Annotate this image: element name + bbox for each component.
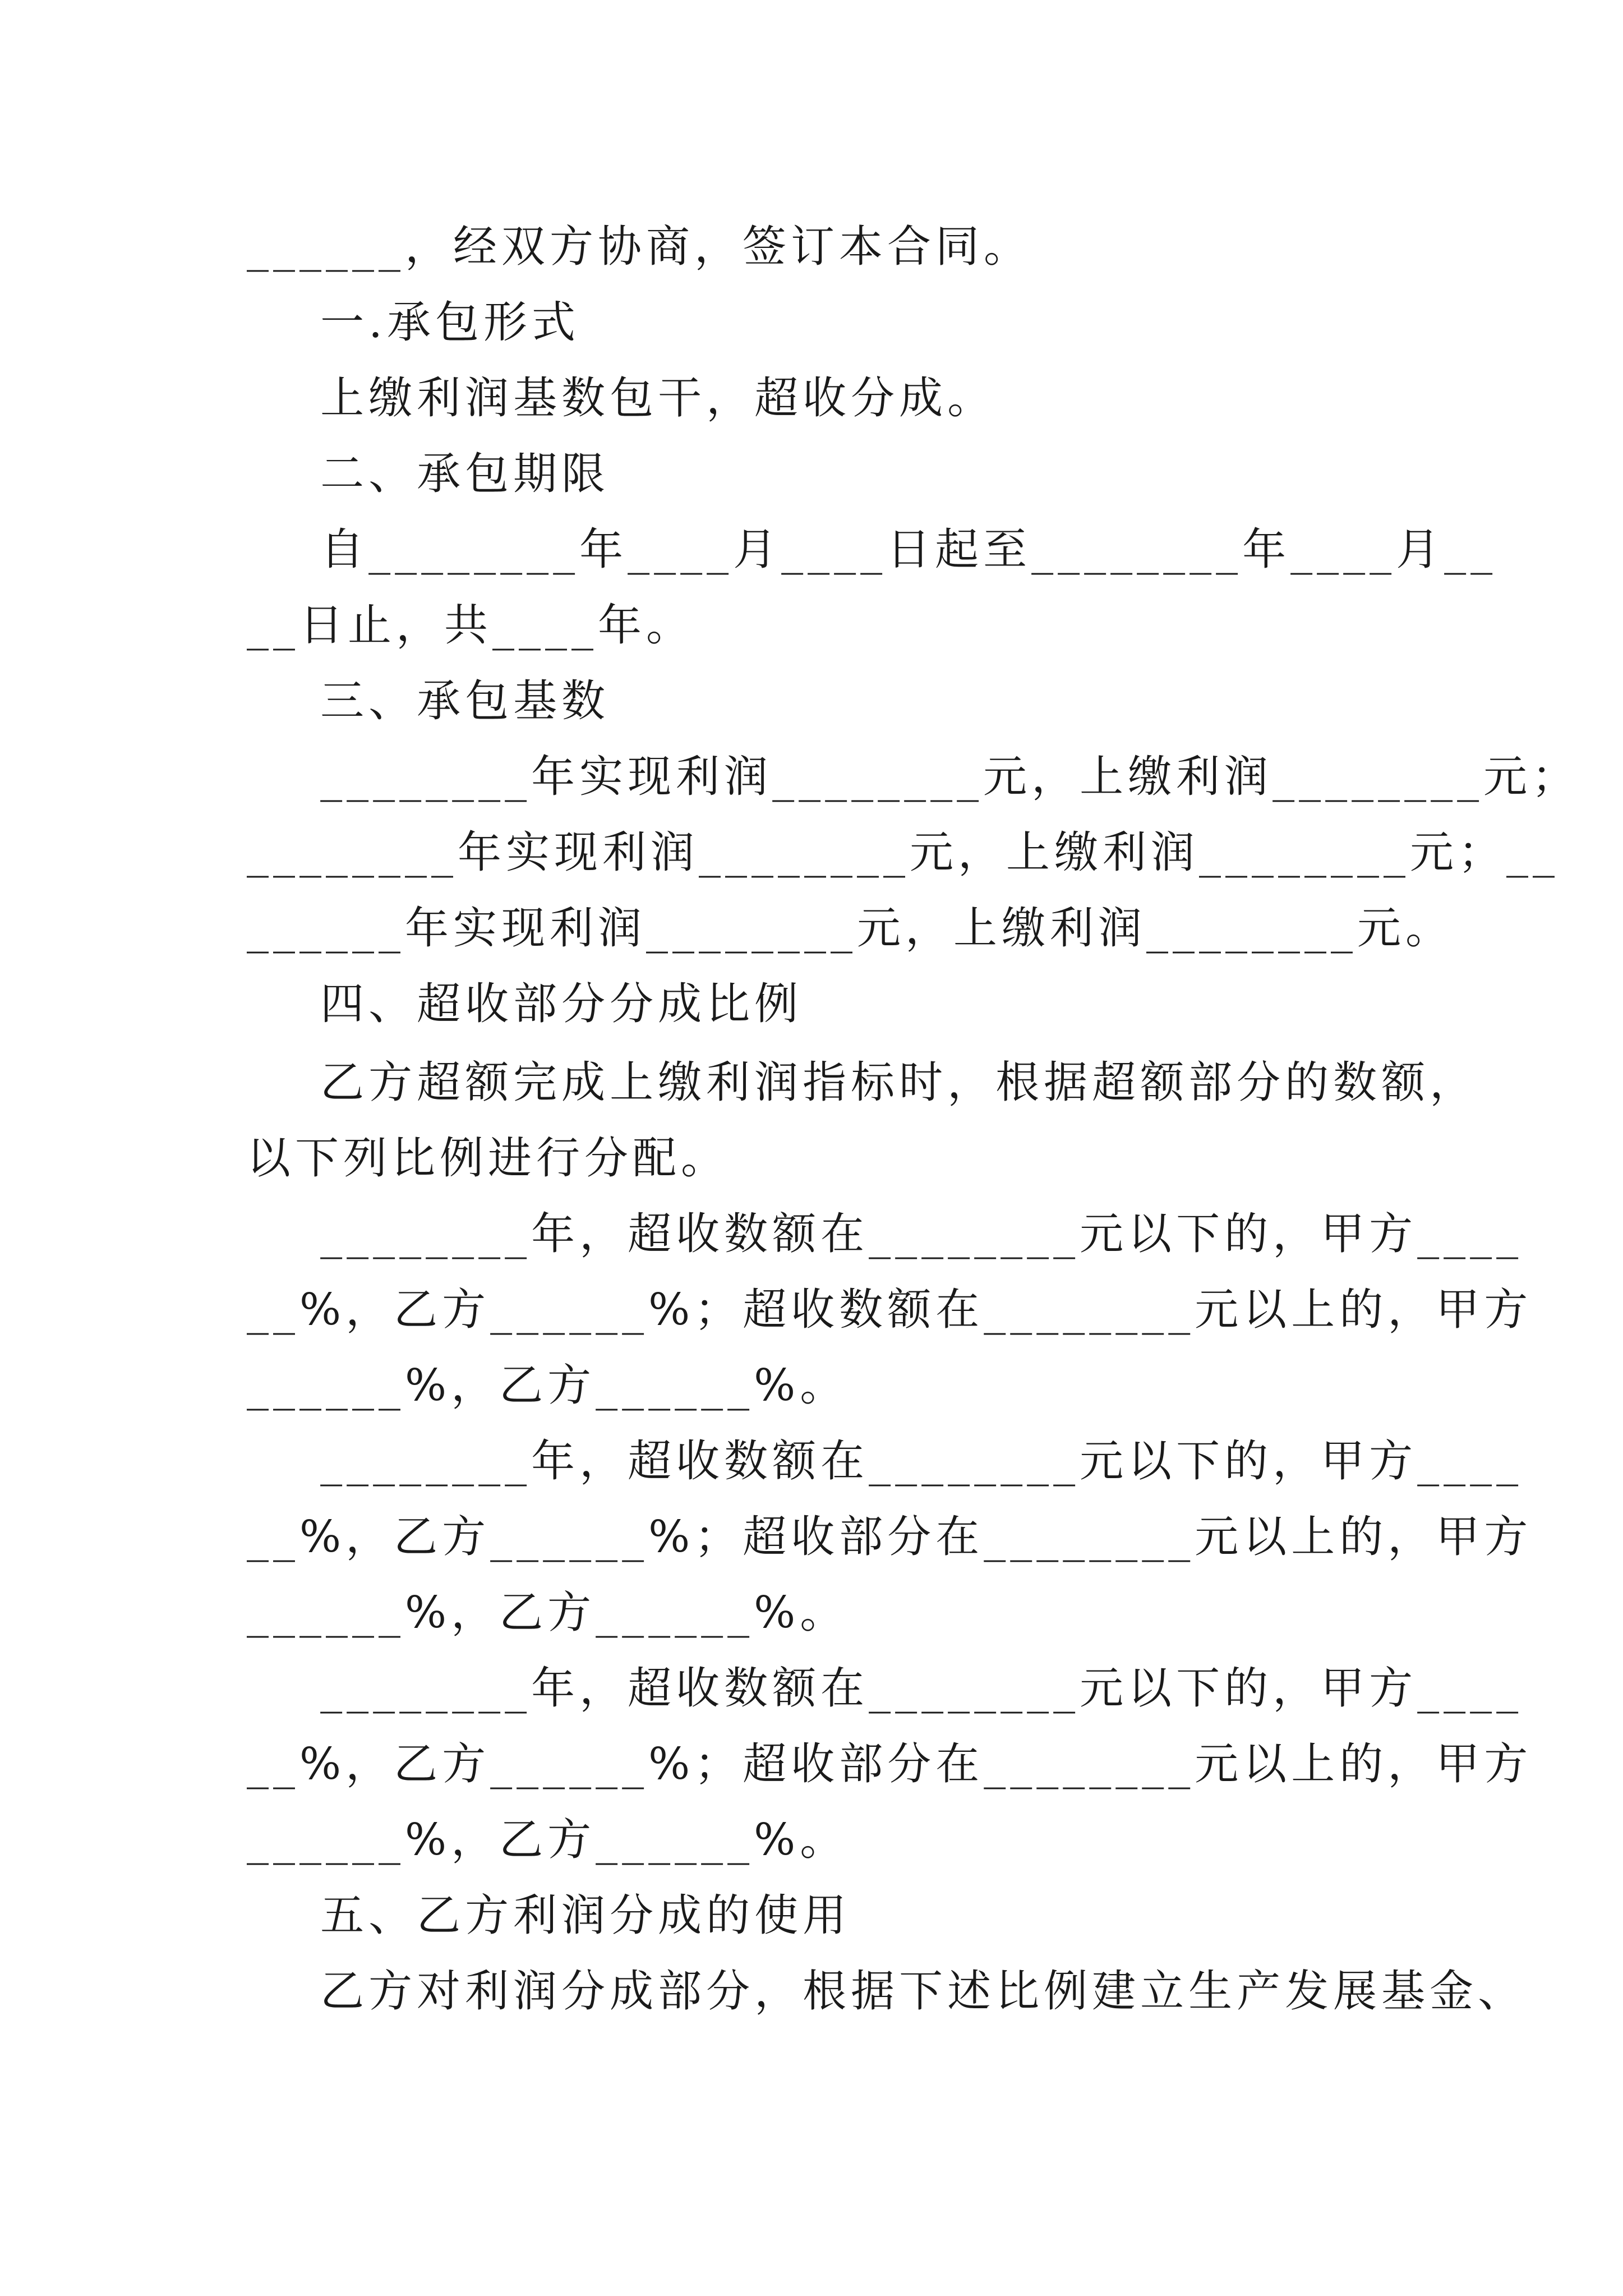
text-line-15: __%，乙方______%；超收数额在________元以上的，甲方 bbox=[247, 1285, 1533, 1335]
text-line-8: ________年实现利润________元，上缴利润________元； bbox=[247, 752, 1580, 802]
text-line-20: ________年，超收数额在________元以下的，甲方____ bbox=[247, 1663, 1523, 1714]
text-line-12: 乙方超额完成上缴利润指标时，根据超额部分的数额， bbox=[247, 1057, 1478, 1108]
text-line-7: 三、承包基数 bbox=[247, 676, 610, 726]
text-line-4: 二、承包期限 bbox=[247, 449, 610, 499]
text-line-10: ______年实现利润________元，上缴利润________元。 bbox=[247, 903, 1454, 954]
text-line-16: ______%，乙方______%。 bbox=[247, 1360, 849, 1411]
text-line-23: 五、乙方利润分成的使用 bbox=[247, 1890, 851, 1941]
text-line-17: ________年，超收数额在________元以下的，甲方____ bbox=[247, 1436, 1523, 1487]
text-line-14: ________年，超收数额在________元以下的，甲方____ bbox=[247, 1209, 1523, 1259]
text-line-1: ______，经双方协商，签订本合同。 bbox=[247, 222, 1032, 272]
text-line-24: 乙方对利润分成部分，根据下述比例建立生产发展基金、 bbox=[247, 1966, 1527, 2017]
text-line-9: ________年实现利润________元，上缴利润________元；__ bbox=[247, 827, 1560, 878]
text-line-3: 上缴利润基数包干，超收分成。 bbox=[247, 373, 996, 424]
text-line-22: ______%，乙方______%。 bbox=[247, 1815, 849, 1865]
text-line-21: __%，乙方______%；超收部分在________元以上的，甲方 bbox=[247, 1739, 1533, 1789]
text-line-6: __日止，共____年。 bbox=[247, 600, 695, 651]
text-line-13: 以下列比例进行分配。 bbox=[247, 1133, 730, 1184]
text-line-18: __%，乙方______%；超收部分在________元以上的，甲方 bbox=[247, 1512, 1533, 1562]
text-line-2: 一.承包形式 bbox=[247, 297, 580, 348]
text-line-5: 自________年____月____日起至________年____月__ bbox=[247, 524, 1497, 575]
text-line-19: ______%，乙方______%。 bbox=[247, 1588, 849, 1638]
text-line-11: 四、超收部分分成比例 bbox=[247, 979, 803, 1029]
